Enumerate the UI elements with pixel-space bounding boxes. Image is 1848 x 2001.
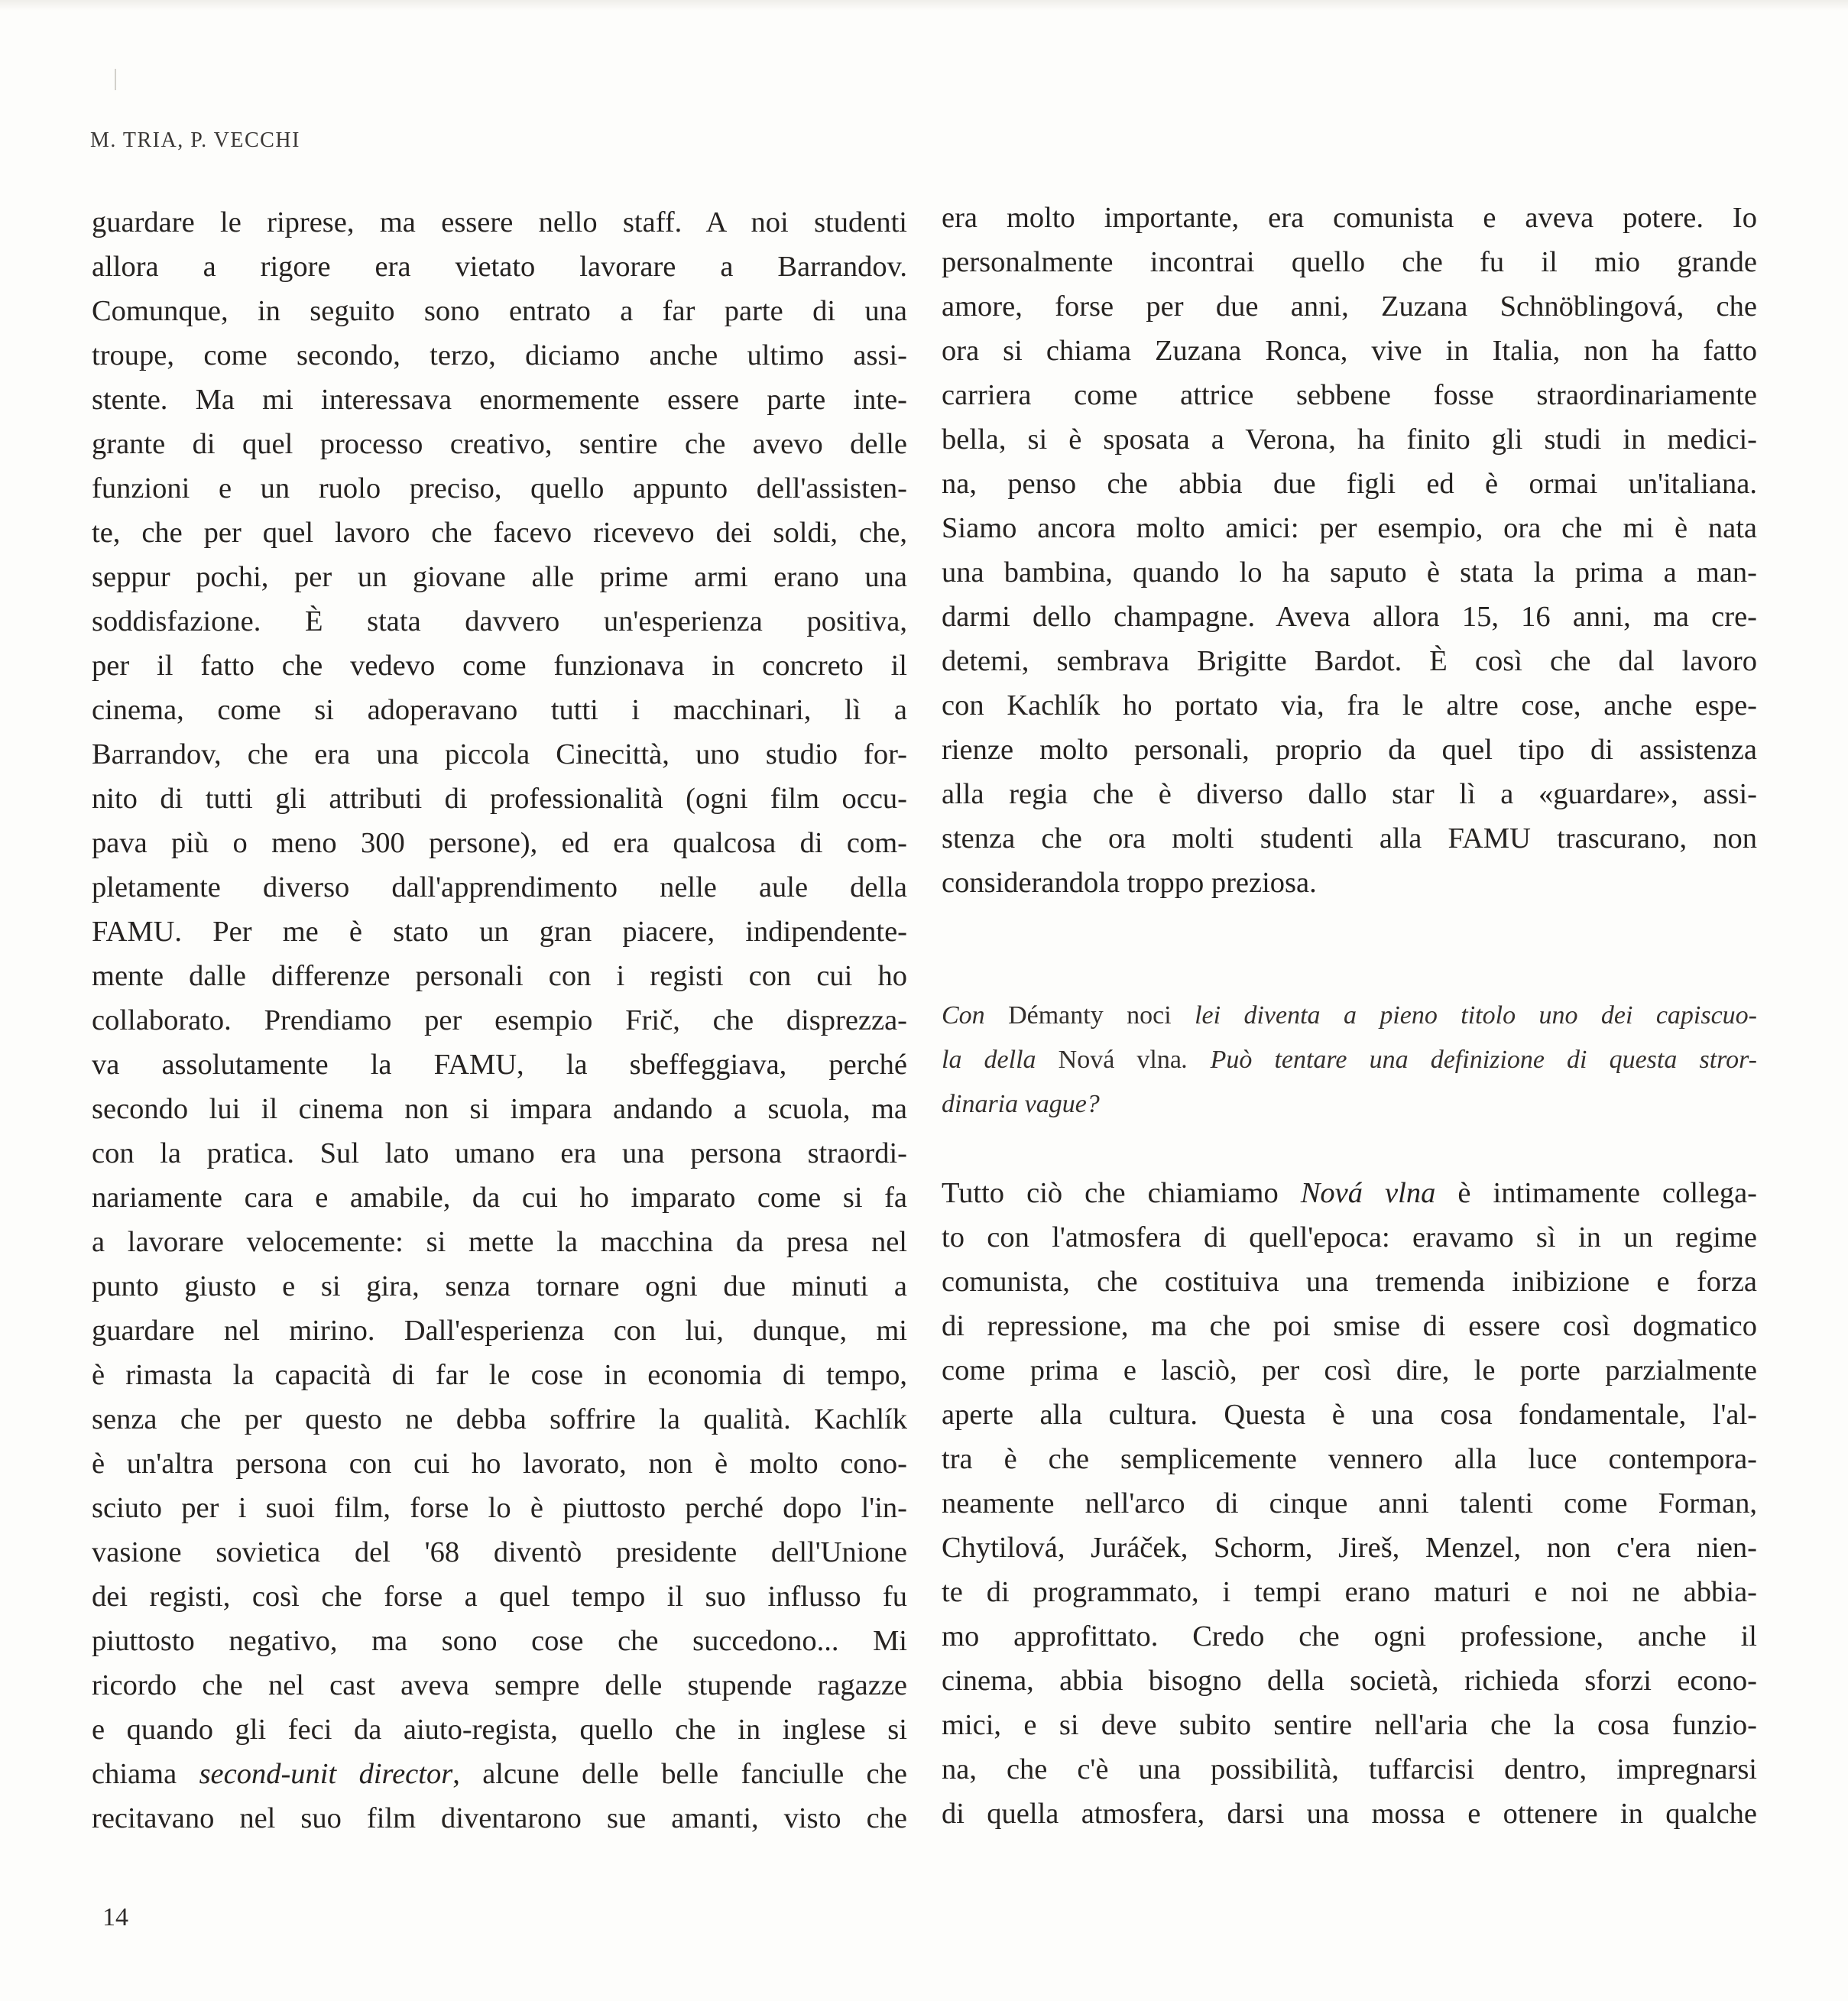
- scan-top-edge: [0, 0, 1848, 11]
- text-line: seppur pochi, per un giovane alle prime armi erano una: [92, 561, 907, 593]
- right-column: [942, 196, 1757, 1836]
- text-line: stente. Ma mi interessava enormemente essere parte inte-: [92, 384, 907, 416]
- scan-mark: [115, 69, 116, 90]
- text-line: senza che per questo ne debba soffrire la qualità. Kachlík: [92, 1403, 907, 1435]
- left-column: [92, 200, 907, 1840]
- answer-paragraph-2: [942, 1215, 1757, 1836]
- text-line: nariamente cara e amabile, da cui ho imparato come si fa: [92, 1182, 907, 1214]
- text-line: dei registi, così che forse a quel tempo il suo influsso fu: [92, 1581, 907, 1613]
- text-line: neamente nell'arco di cinque anni talenti come Forman,: [942, 1487, 1757, 1519]
- text-line: allora a rigore era vietato lavorare a Barrandov.: [92, 251, 907, 283]
- text-line: Siamo ancora molto amici: per esempio, ora che mi è nata: [942, 512, 1757, 544]
- text-line: è rimasta la capacità di far le cose in economia di tempo,: [92, 1359, 907, 1391]
- text-line: soddisfazione. È stata davvero un'esperienza positiva,: [92, 605, 907, 637]
- text-line: mo approfittato. Credo che ogni professione, anche il: [942, 1620, 1757, 1652]
- text-line: Comunque, in seguito sono entrato a far parte di una: [92, 295, 907, 327]
- text-line: ora si chiama Zuzana Ronca, vive in Italia, non ha fatto: [942, 335, 1757, 367]
- text-line: funzioni e un ruolo preciso, quello appunto dell'assisten-: [92, 472, 907, 504]
- text-line: guardare le riprese, ma essere nello staff. A noi studenti: [92, 206, 907, 238]
- text-line: stenza che ora molti studenti alla FAMU trascurano, non: [942, 822, 1757, 855]
- text-line: Tutto ciò che chiamiamo Nová vlna è intimamente collega-: [942, 1177, 1757, 1209]
- paragraph-gap: [942, 905, 1757, 994]
- text-line: pava più o meno 300 persone), ed era qualcosa di com-: [92, 827, 907, 859]
- question-line: Con Démanty noci lei diventa a pieno titolo uno dei capiscuo-: [942, 1001, 1757, 1030]
- text-line: recitavano nel suo film diventarono sue amanti, visto che: [92, 1802, 907, 1834]
- text-line: piuttosto negativo, ma sono cose che succedono... Mi: [92, 1625, 907, 1657]
- text-line: ricordo che nel cast aveva sempre delle stupende ragazze: [92, 1669, 907, 1701]
- text-line: a lavorare velocemente: si mette la macchina da presa nel: [92, 1226, 907, 1258]
- answer-paragraph-1: [942, 196, 1757, 861]
- text-line: una bambina, quando lo ha saputo è stata la prima a man-: [942, 556, 1757, 589]
- text-line: era molto importante, era comunista e aveva potere. Io: [942, 202, 1757, 234]
- left-column-lines: [92, 200, 907, 1752]
- paragraph-gap: [942, 1127, 1757, 1171]
- text-line: FAMU. Per me è stato un gran piacere, indipendente-: [92, 916, 907, 948]
- text-line: pletamente diverso dall'apprendimento nelle aule della: [92, 871, 907, 903]
- text-line: alla regia che è diverso dallo star lì a «guardare», assi-: [942, 778, 1757, 810]
- question-line: dinaria vague?: [942, 1090, 1100, 1118]
- text-line: grante di quel processo creativo, sentire che avevo delle: [92, 428, 907, 460]
- text-line: Barrandov, che era una piccola Cinecittà, uno studio for-: [92, 738, 907, 770]
- page-number: 14: [102, 1903, 128, 1931]
- text-line: punto giusto e si gira, senza tornare ogni due minuti a: [92, 1270, 907, 1302]
- text-line: vasione sovietica del '68 diventò presidente dell'Unione: [92, 1536, 907, 1568]
- text-line: è un'altra persona con cui ho lavorato, non è molto cono-: [92, 1448, 907, 1480]
- text-line: come prima e lasciò, per così dire, le porte parzialmente: [942, 1354, 1757, 1386]
- text-line: collaborato. Prendiamo per esempio Frič, che disprezza-: [92, 1004, 907, 1036]
- text-line: na, che c'è una possibilità, tuffarcisi dentro, impregnarsi: [942, 1753, 1757, 1785]
- italic-term: second-unit director: [199, 1758, 453, 1790]
- text-line: cinema, abbia bisogno della società, richieda sforzi econo-: [942, 1665, 1757, 1697]
- text-line: guardare nel mirino. Dall'esperienza con lui, dunque, mi: [92, 1315, 907, 1347]
- text-line: na, penso che abbia due figli ed è ormai un'italiana.: [942, 468, 1757, 500]
- text-line: carriera come attrice sebbene fosse straordinariamente: [942, 379, 1757, 411]
- text-line: chiama second-unit director, alcune delle belle fanciulle che: [92, 1758, 907, 1790]
- text-line: tra è che semplicemente vennero alla luce contempora-: [942, 1443, 1757, 1475]
- text-line: troupe, come secondo, terzo, diciamo anche ultimo assi-: [92, 339, 907, 371]
- text-line: per il fatto che vedevo come funzionava in concreto il: [92, 650, 907, 682]
- text-line: rienze molto personali, proprio da quel tipo di assistenza: [942, 734, 1757, 766]
- text-line: cinema, come si adoperavano tutti i macchinari, lì a: [92, 694, 907, 726]
- text-line: comunista, che costituiva una tremenda inibizione e forza: [942, 1266, 1757, 1298]
- text-line: mici, e si deve subito sentire nell'aria che la cosa funzio-: [942, 1709, 1757, 1741]
- text-line: Chytilová, Juráček, Schorm, Jireš, Menzel, non c'era nien-: [942, 1532, 1757, 1564]
- text-line: mente dalle differenze personali con i registi con cui ho: [92, 960, 907, 992]
- text-line: con la pratica. Sul lato umano era una persona straordi-: [92, 1137, 907, 1169]
- text-line: to con l'atmosfera di quell'epoca: eravamo sì in un regime: [942, 1221, 1757, 1253]
- text-line: personalmente incontrai quello che fu il mio grande: [942, 246, 1757, 278]
- text-line: bella, si è sposata a Verona, ha finito gli studi in medici-: [942, 423, 1757, 456]
- interview-question: [942, 994, 1757, 1127]
- text-line: aperte alla cultura. Questa è una cosa fondamentale, l'al-: [942, 1399, 1757, 1431]
- question-line: la della Nová vlna. Può tentare una definizione di questa stror-: [942, 1046, 1757, 1074]
- text-line: con Kachlík ho portato via, fra le altre cose, anche espe-: [942, 689, 1757, 722]
- text-line: nito di tutti gli attributi di professionalità (ogni film occu-: [92, 783, 907, 815]
- text-line: di repressione, ma che poi smise di essere così dogmatico: [942, 1310, 1757, 1342]
- text-line: e quando gli feci da aiuto-regista, quello che in inglese si: [92, 1714, 907, 1746]
- text-line: amore, forse per due anni, Zuzana Schnöblingová, che: [942, 290, 1757, 323]
- text-line: sciuto per i suoi film, forse lo è piuttosto perché dopo l'in-: [92, 1492, 907, 1524]
- text-line: secondo lui il cinema non si impara andando a scuola, ma: [92, 1093, 907, 1125]
- text-line: considerandola troppo preziosa.: [942, 867, 1317, 899]
- text-line: di quella atmosfera, darsi una mossa e ottenere in qualche: [942, 1798, 1757, 1830]
- text-line: detemi, sembrava Brigitte Bardot. È così che dal lavoro: [942, 645, 1757, 677]
- text-line: va assolutamente la FAMU, la sbeffeggiava, perché: [92, 1049, 907, 1081]
- text-line: darmi dello champagne. Aveva allora 15, 16 anni, ma cre-: [942, 601, 1757, 633]
- running-head: M. TRIA, P. VECCHI: [90, 128, 300, 152]
- italic-term: Nová vlna: [1300, 1177, 1436, 1209]
- text-line: te, che per quel lavoro che facevo ricevevo dei soldi, che,: [92, 517, 907, 549]
- text-line: te di programmato, i tempi erano maturi e noi ne abbia-: [942, 1576, 1757, 1608]
